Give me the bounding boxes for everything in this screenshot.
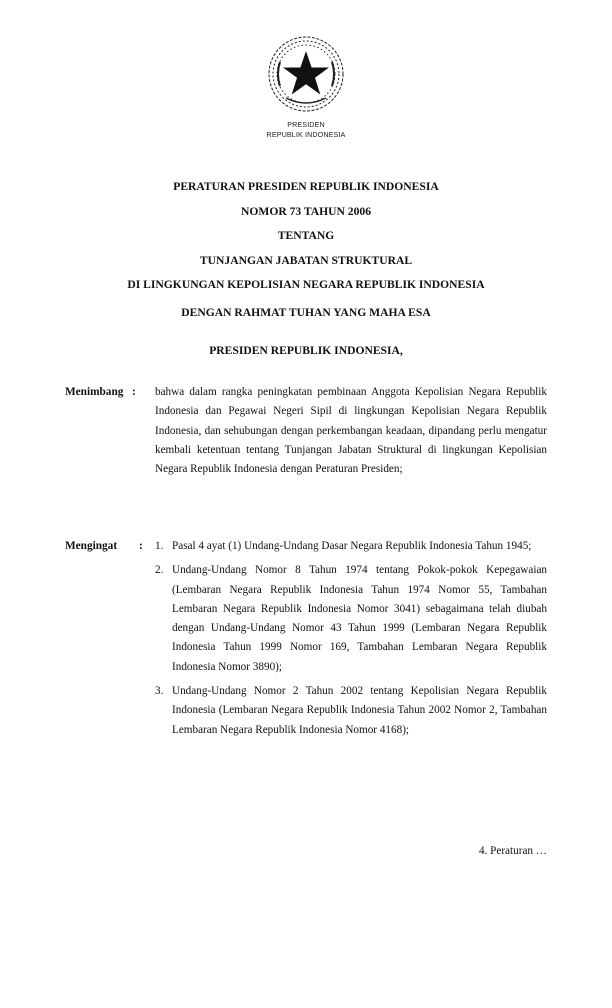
title-line-subject: TUNJANGAN JABATAN STRUKTURAL <box>199 253 413 267</box>
presidential-emblem-icon <box>266 34 346 114</box>
list-item <box>155 561 547 677</box>
mengingat-colon: : <box>139 540 143 552</box>
emblem-caption-presiden: PRESIDEN <box>287 120 325 129</box>
issuer: PRESIDEN REPUBLIK INDONESIA, <box>209 344 403 357</box>
menimbang-colon: : <box>132 386 136 398</box>
mengingat-list <box>155 537 547 745</box>
list-item-text: Undang-Undang Nomor 2 Tahun 2002 tentang Kepolisian Negara Republik Indonesia (Lembaran Negara Republik Indonesia Tahun 2002 Nomor 2, Tambahan Lembaran Negara Republik Indonesia Nomor 4168); <box>172 685 547 736</box>
invocation: DENGAN RAHMAT TUHAN YANG MAHA ESA <box>181 306 431 319</box>
page-continuation: 4. Peraturan … <box>478 845 547 857</box>
emblem-caption-republik: REPUBLIK INDONESIA <box>266 130 346 139</box>
menimbang-label: Menimbang <box>65 386 124 398</box>
list-item-text: Pasal 4 ayat (1) Undang-Undang Dasar Negara Republik Indonesia Tahun 1945; <box>172 540 532 552</box>
list-item-number: 2. <box>155 564 164 577</box>
list-item-number: 1. <box>155 540 164 552</box>
list-item-text: Undang-Undang Nomor 8 Tahun 1974 tentang Pokok-pokok Kepegawaian (Lembaran Negara Republik Indonesia Tahun 1974 Nomor 55, Tambahan Lembaran Negara Republik Indonesia Nomor 3041) sebagaimana telah diubah dengan Undang-Undang Nomor 43 Tahun 1999 (Lembaran Negara Republik Indonesia Tahun 1999 Nomor 169, Tambahan Lembaran Negara Republik Indonesia Nomor 3890); <box>172 564 547 673</box>
title-line-number: NOMOR 73 TAHUN 2006 <box>241 204 371 218</box>
regulation-title <box>0 175 612 298</box>
title-line-scope: DI LINGKUNGAN KEPOLISIAN NEGARA REPUBLIK INDONESIA <box>127 278 485 291</box>
title-line-regulation: PERATURAN PRESIDEN REPUBLIK INDONESIA <box>173 180 439 193</box>
menimbang-text: bahwa dalam rangka peningkatan pembinaan Anggota Kepolisian Negara Republik Indonesia dan Pegawai Negeri Sipil di lingkungan Kepolisian Negara Republik Indonesia, dan sehubungan dengan perkembangan keadaan, dipandang perlu mengatur kembali ketentuan tentang Tunjangan Jabatan Struktural di lingkungan Kepolisian Negara Republik Indonesia dengan Peraturan Presiden; <box>155 386 547 476</box>
list-item-number: 3. <box>155 685 164 698</box>
list-item <box>155 537 547 556</box>
mengingat-label: Mengingat <box>65 540 118 552</box>
title-line-tentang: TENTANG <box>277 229 335 242</box>
list-item <box>155 682 547 740</box>
